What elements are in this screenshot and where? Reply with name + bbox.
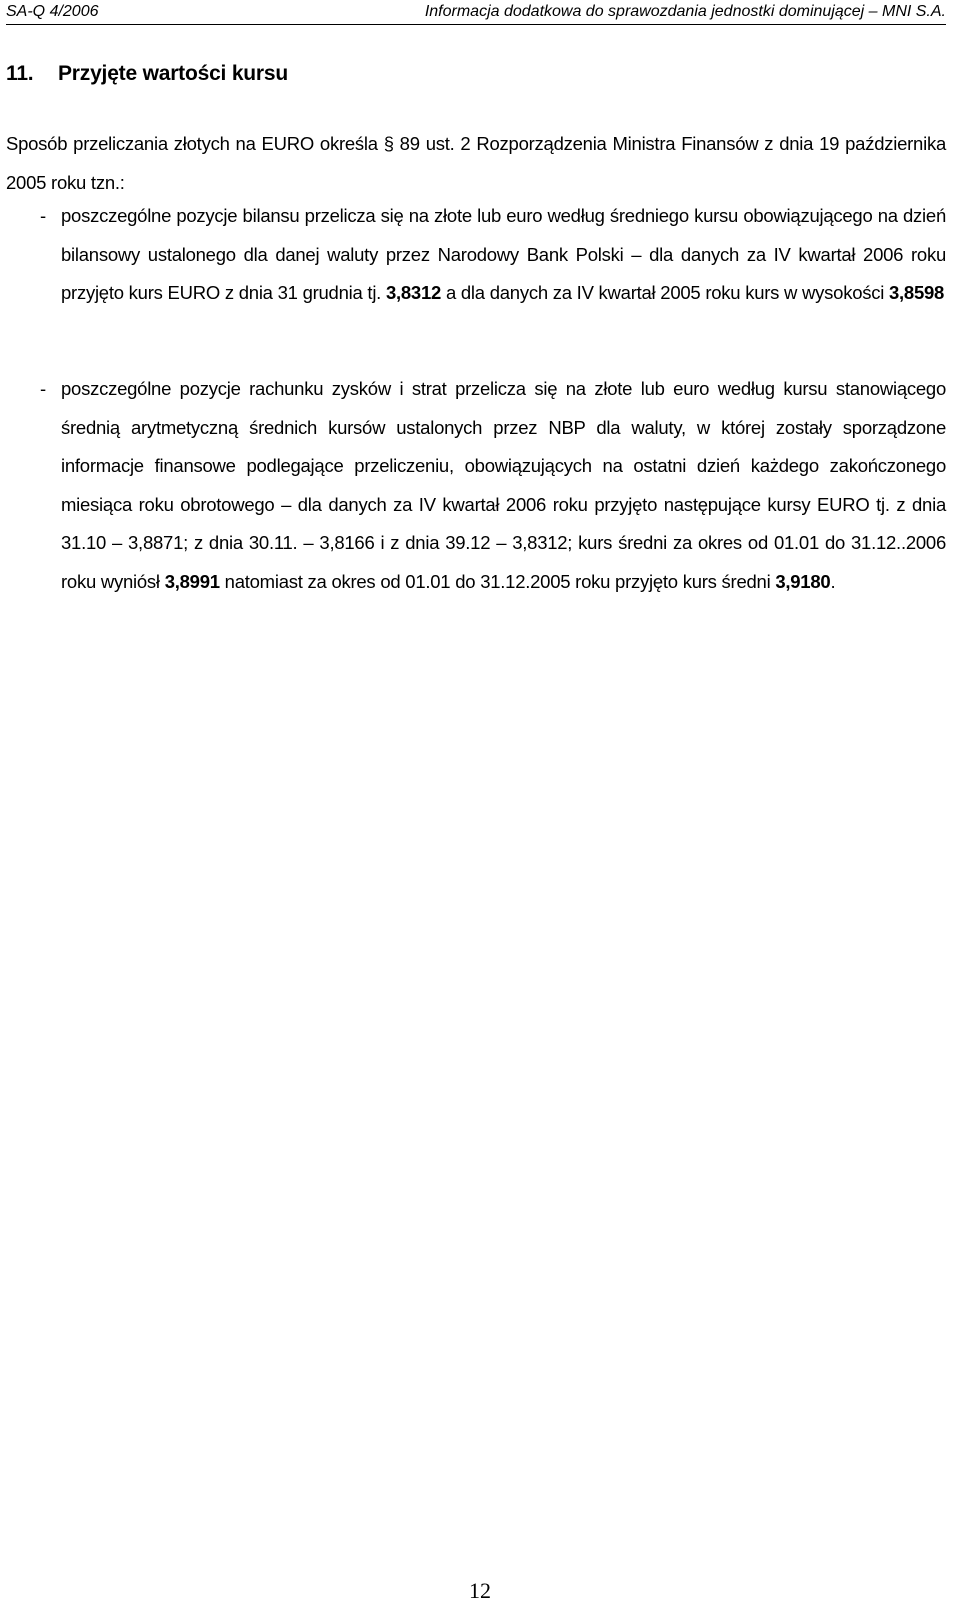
list-item-text — [61, 370, 946, 602]
intro-paragraph: Sposób przeliczania złotych na EURO określa § 89 ust. 2 Rozporządzenia Ministra Finansów z dnia 19 października 2005 roku tzn.: — [6, 133, 946, 193]
list-item — [6, 197, 946, 313]
list-item-text — [61, 197, 946, 313]
item-text-part: a dla danych za IV kwartał 2005 roku kurs w wysokości — [441, 282, 889, 304]
list-bullet: - — [40, 205, 46, 226]
item-text-part: . — [830, 570, 836, 592]
rate-value: 3,8598 — [889, 282, 945, 304]
item-text-part: poszczególne pozycje bilansu przelicza się na złote lub euro według średniego kursu obowiązującego na dzień bilansowy ustalonego dla danej waluty przez Narodowy Bank Polski – dla danych za IV kwartał 2006 roku przyjęto kurs EURO z dnia 31 grudnia tj. — [61, 205, 946, 304]
rate-value: 3,8991 — [164, 570, 220, 592]
list-item — [6, 370, 946, 602]
list-bullet: - — [40, 378, 46, 399]
page-number: 12 — [469, 1578, 491, 1603]
rate-value: 3,9180 — [775, 570, 831, 592]
section-heading — [6, 62, 288, 86]
header-report-id: SA-Q 4/2006 — [6, 3, 99, 20]
rate-value: 3,8312 — [385, 282, 442, 304]
section-title: Przyjęte wartości kursu — [58, 62, 288, 85]
item-text-part: poszczególne pozycje rachunku zysków i strat przelicza się na złote lub euro według kursu stanowiącego średnią arytmetyczną średnich kursów ustalonych przez NBP dla waluty, w której zostały sporządzone informacje finansowe podlegające przeliczeniu, obowiązujących na ostatni dzień każdego zakończonego miesiąca roku obrotowego – dla danych za IV kwartał 2006 roku przyjęto następujące kursy EURO tj. z dnia 31.10 – 3,8871; z dnia 30.11. – 3,8166 i z dnia 39.12 – 3,8312; kurs średni za okres od 01.01 do 31.12..2006 roku wyniósł — [61, 378, 946, 592]
header-report-title: Informacja dodatkowa do sprawozdania jednostki dominującej – MNI S.A. — [424, 3, 946, 20]
section-number: 11. — [6, 62, 34, 85]
page-header — [6, 2, 946, 25]
item-text-part: natomiast za okres od 01.01 do 31.12.2005 roku przyjęto kurs średni — [219, 570, 776, 592]
